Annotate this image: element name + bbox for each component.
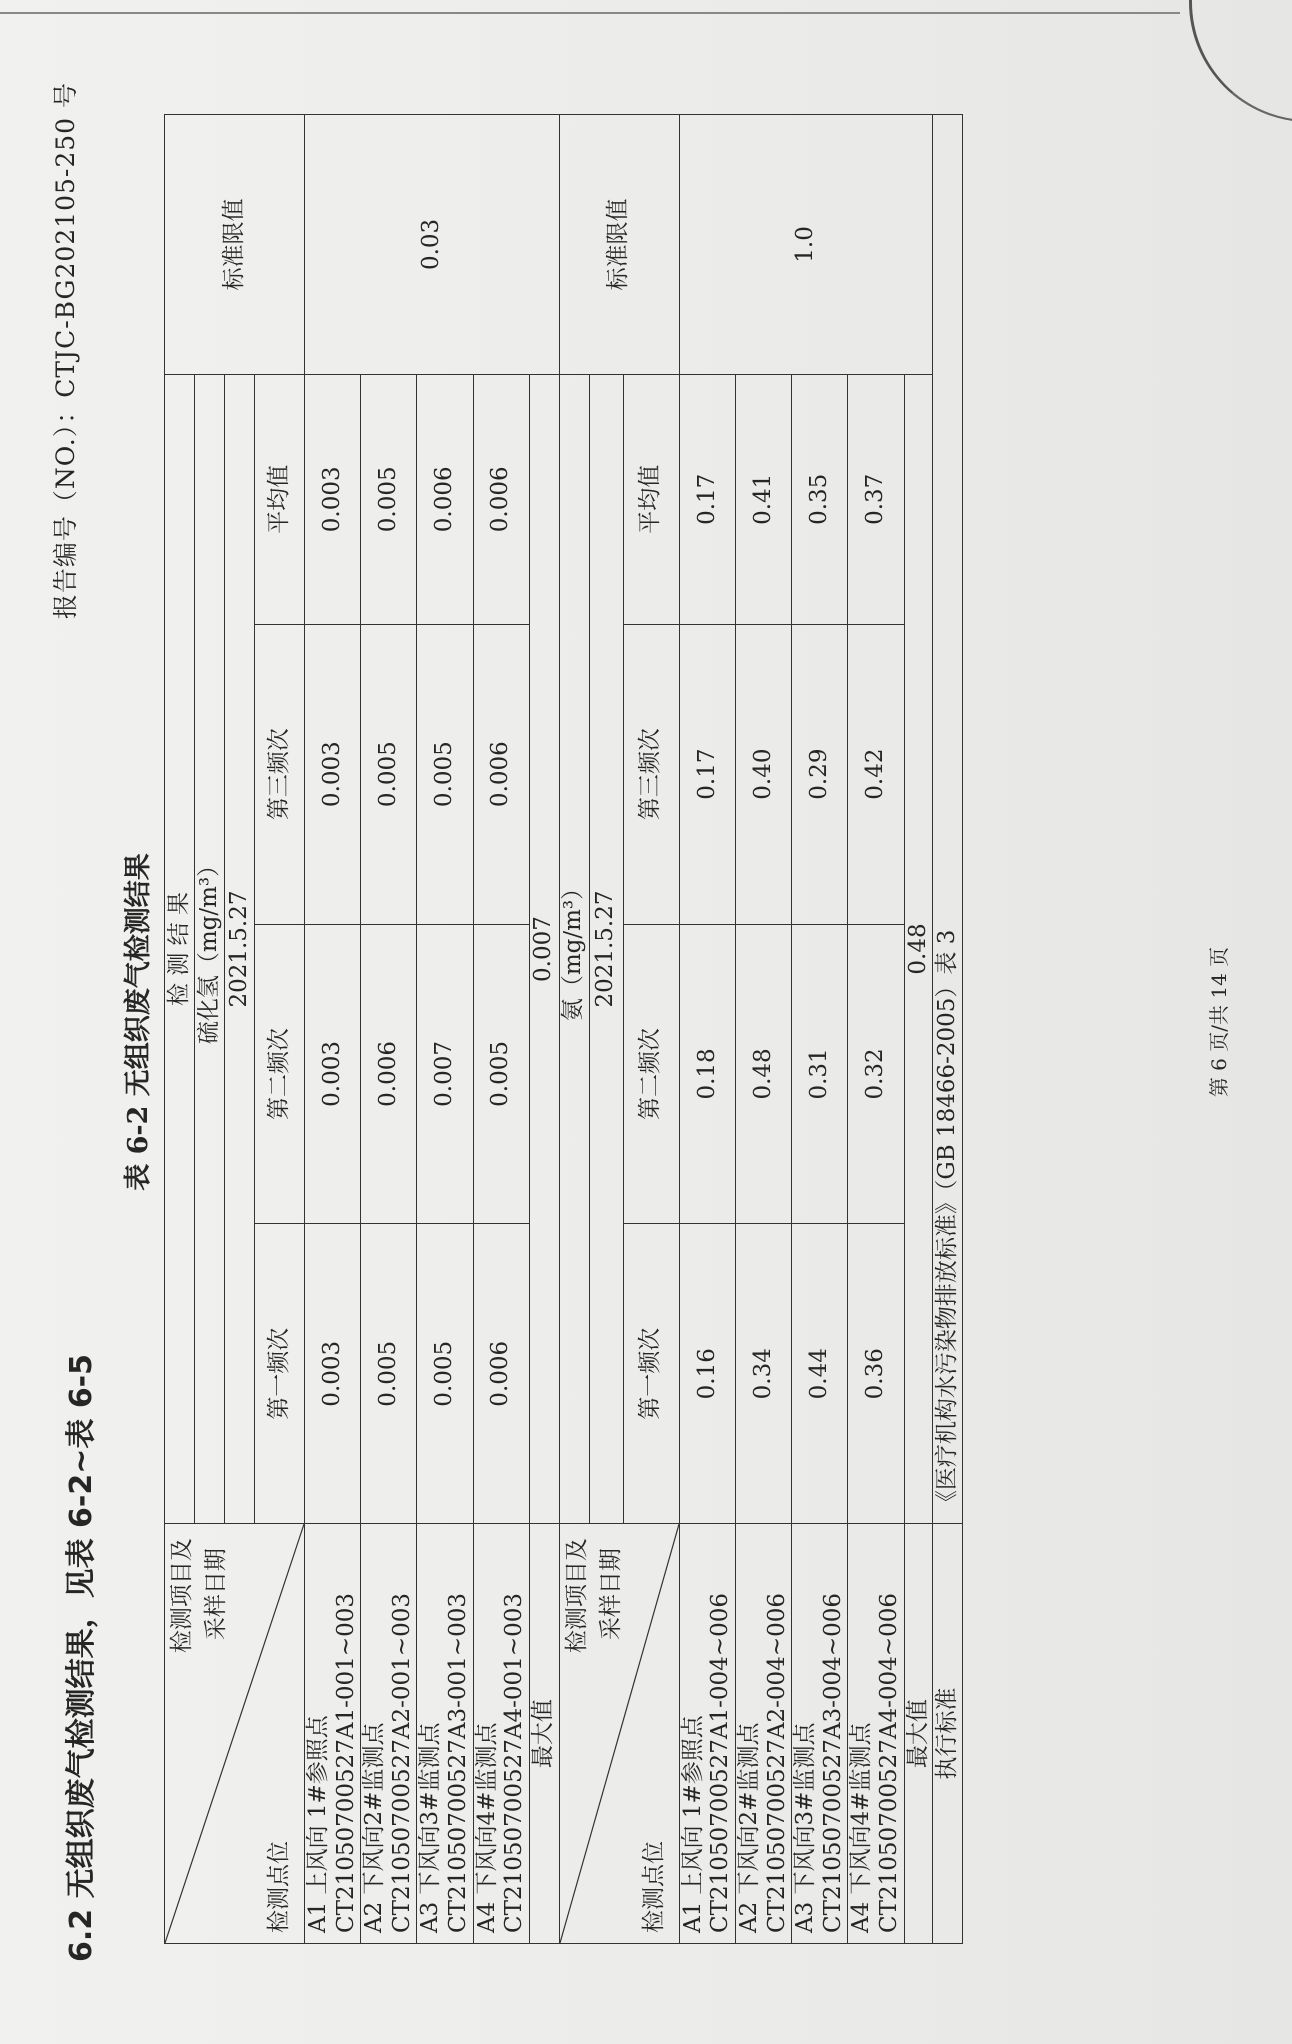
- block2-limit-label: 标准限值: [559, 115, 679, 375]
- value-cell: 0.29: [792, 624, 848, 924]
- block1-header-row1: [165, 115, 195, 1944]
- table-row: [361, 115, 417, 1944]
- block1-diagonal-header-cell: [165, 1524, 305, 1944]
- report-number: 报告编号（NO.）：CTJC-BG202105-250 号: [51, 82, 80, 620]
- sample-code: CT21050700527A2-004~006: [763, 1593, 790, 1933]
- block1-max-label: 最大值: [529, 1524, 559, 1944]
- value-cell: 0.006: [361, 924, 417, 1224]
- block1-pollutant: 硫化氢（mg/m³）: [195, 374, 225, 1523]
- table-row: [417, 115, 473, 1944]
- block1-limit-label: 标准限值: [165, 115, 305, 375]
- point-name: A4 下风向4#监测点: [848, 1722, 875, 1933]
- point-cell: [848, 1524, 904, 1944]
- point-name: A2 下风向2#监测点: [361, 1722, 388, 1933]
- value-cell: 0.005: [361, 374, 417, 624]
- block2-col-2: 第二频次: [623, 924, 679, 1224]
- block1-max-row: [529, 115, 559, 1944]
- value-cell: 0.17: [679, 624, 735, 924]
- sample-code: CT21050700527A1-001~003: [332, 1593, 359, 1933]
- point-cell: [679, 1524, 735, 1944]
- block1-date: 2021.5.27: [225, 374, 255, 1523]
- table-row: [305, 115, 361, 1944]
- header-item-date-label: 检测项目及: [169, 1538, 195, 1654]
- standard-label: 执行标准: [933, 1524, 963, 1944]
- value-cell: 0.41: [735, 374, 791, 624]
- value-cell: 0.34: [735, 1224, 791, 1524]
- value-cell: 0.48: [735, 924, 791, 1224]
- point-name: A4 下风向4#监测点: [473, 1722, 500, 1933]
- block2-diagonal-header-cell: [559, 1524, 679, 1944]
- block1-col-2: 第二频次: [255, 924, 305, 1224]
- value-cell: 0.003: [305, 374, 361, 624]
- value-cell: 0.42: [848, 624, 904, 924]
- header-point-label: 检测点位: [641, 1841, 668, 1933]
- value-cell: 0.16: [679, 1224, 735, 1524]
- rotated-document-content: [46, 82, 1246, 1962]
- block1-col-1: 第一频次: [255, 1224, 305, 1524]
- block2-max-row: [904, 115, 933, 1944]
- sample-code: CT21050700527A4-001~003: [501, 1593, 528, 1933]
- header-sample-date-label: 采样日期: [597, 1548, 624, 1641]
- section-title: 6.2 无组织废气检测结果，见表 6-2~表 6-5: [64, 1353, 99, 1962]
- table-row: [735, 115, 791, 1944]
- header-point-label: 检测点位: [266, 1841, 293, 1933]
- point-cell: [361, 1524, 417, 1944]
- value-cell: 0.006: [473, 1224, 529, 1524]
- value-cell: 0.37: [848, 374, 904, 624]
- value-cell: 0.003: [305, 624, 361, 924]
- block2-max-value: 0.48: [904, 374, 933, 1523]
- header-sample-date-label: 采样日期: [203, 1548, 229, 1641]
- page-edge-line: [0, 12, 1180, 14]
- sample-code: CT21050700527A2-001~003: [388, 1593, 415, 1933]
- sample-code: CT21050700527A4-004~006: [875, 1593, 902, 1933]
- block2-col-1: 第一频次: [623, 1224, 679, 1524]
- header-item-date-label: 检测项目及: [563, 1538, 590, 1654]
- block2-limit-value: 1.0: [679, 115, 932, 375]
- point-name: A2 下风向2#监测点: [735, 1722, 762, 1933]
- value-cell: 0.31: [792, 924, 848, 1224]
- value-cell: 0.32: [848, 924, 904, 1224]
- block2-col-4: 平均值: [623, 374, 679, 624]
- sample-code: CT21050700527A3-004~006: [819, 1593, 846, 1933]
- block2-date: 2021.5.27: [589, 374, 623, 1523]
- standard-row: [933, 115, 963, 1944]
- value-cell: 0.005: [417, 1224, 473, 1524]
- block1-col-3: 第三频次: [255, 624, 305, 924]
- block1-col-4: 平均值: [255, 374, 305, 624]
- results-table: [164, 114, 963, 1944]
- table-row: [792, 115, 848, 1944]
- value-cell: 0.006: [473, 374, 529, 624]
- sample-code: CT21050700527A3-001~003: [444, 1593, 471, 1933]
- table-row: [848, 115, 904, 1944]
- value-cell: 0.40: [735, 624, 791, 924]
- value-cell: 0.17: [679, 374, 735, 624]
- block2-header-row1: [559, 115, 589, 1944]
- value-cell: 0.44: [792, 1224, 848, 1524]
- block2-pollutant: 氨（mg/m³）: [559, 374, 589, 1523]
- value-cell: 0.005: [417, 624, 473, 924]
- value-cell: 0.18: [679, 924, 735, 1224]
- page-footer: 第 6 页/共 14 页: [1207, 946, 1231, 1098]
- block1-max-value: 0.007: [529, 374, 559, 1523]
- value-cell: 0.006: [417, 374, 473, 624]
- point-cell: [473, 1524, 529, 1944]
- block1-limit-value: 0.03: [305, 115, 560, 375]
- point-name: A3 下风向3#监测点: [417, 1722, 444, 1933]
- point-cell: [735, 1524, 791, 1944]
- block2-max-label: 最大值: [904, 1524, 933, 1944]
- table-row: [679, 115, 735, 1944]
- value-cell: 0.35: [792, 374, 848, 624]
- point-cell: [417, 1524, 473, 1944]
- standard-value: 《医疗机构水污染物排放标准》（GB 18466-2005）表 3: [933, 115, 963, 1524]
- table-row: [473, 115, 529, 1944]
- value-cell: 0.36: [848, 1224, 904, 1524]
- point-cell: [305, 1524, 361, 1944]
- point-name: A1 上风向 1#参照点: [679, 1715, 706, 1933]
- value-cell: 0.007: [417, 924, 473, 1224]
- value-cell: 0.005: [473, 924, 529, 1224]
- block2-col-3: 第三频次: [623, 624, 679, 924]
- value-cell: 0.005: [361, 624, 417, 924]
- value-cell: 0.006: [473, 624, 529, 924]
- sample-code: CT21050700527A1-004~006: [707, 1593, 734, 1933]
- point-name: A3 下风向3#监测点: [792, 1722, 819, 1933]
- block1-results-label: 检 测 结 果: [165, 374, 195, 1523]
- point-cell: [792, 1524, 848, 1944]
- table-caption: 表 6-2 无组织废气检测结果: [123, 853, 154, 1191]
- value-cell: 0.003: [305, 1224, 361, 1524]
- value-cell: 0.005: [361, 1224, 417, 1524]
- point-name: A1 上风向 1#参照点: [305, 1715, 331, 1933]
- value-cell: 0.003: [305, 924, 361, 1224]
